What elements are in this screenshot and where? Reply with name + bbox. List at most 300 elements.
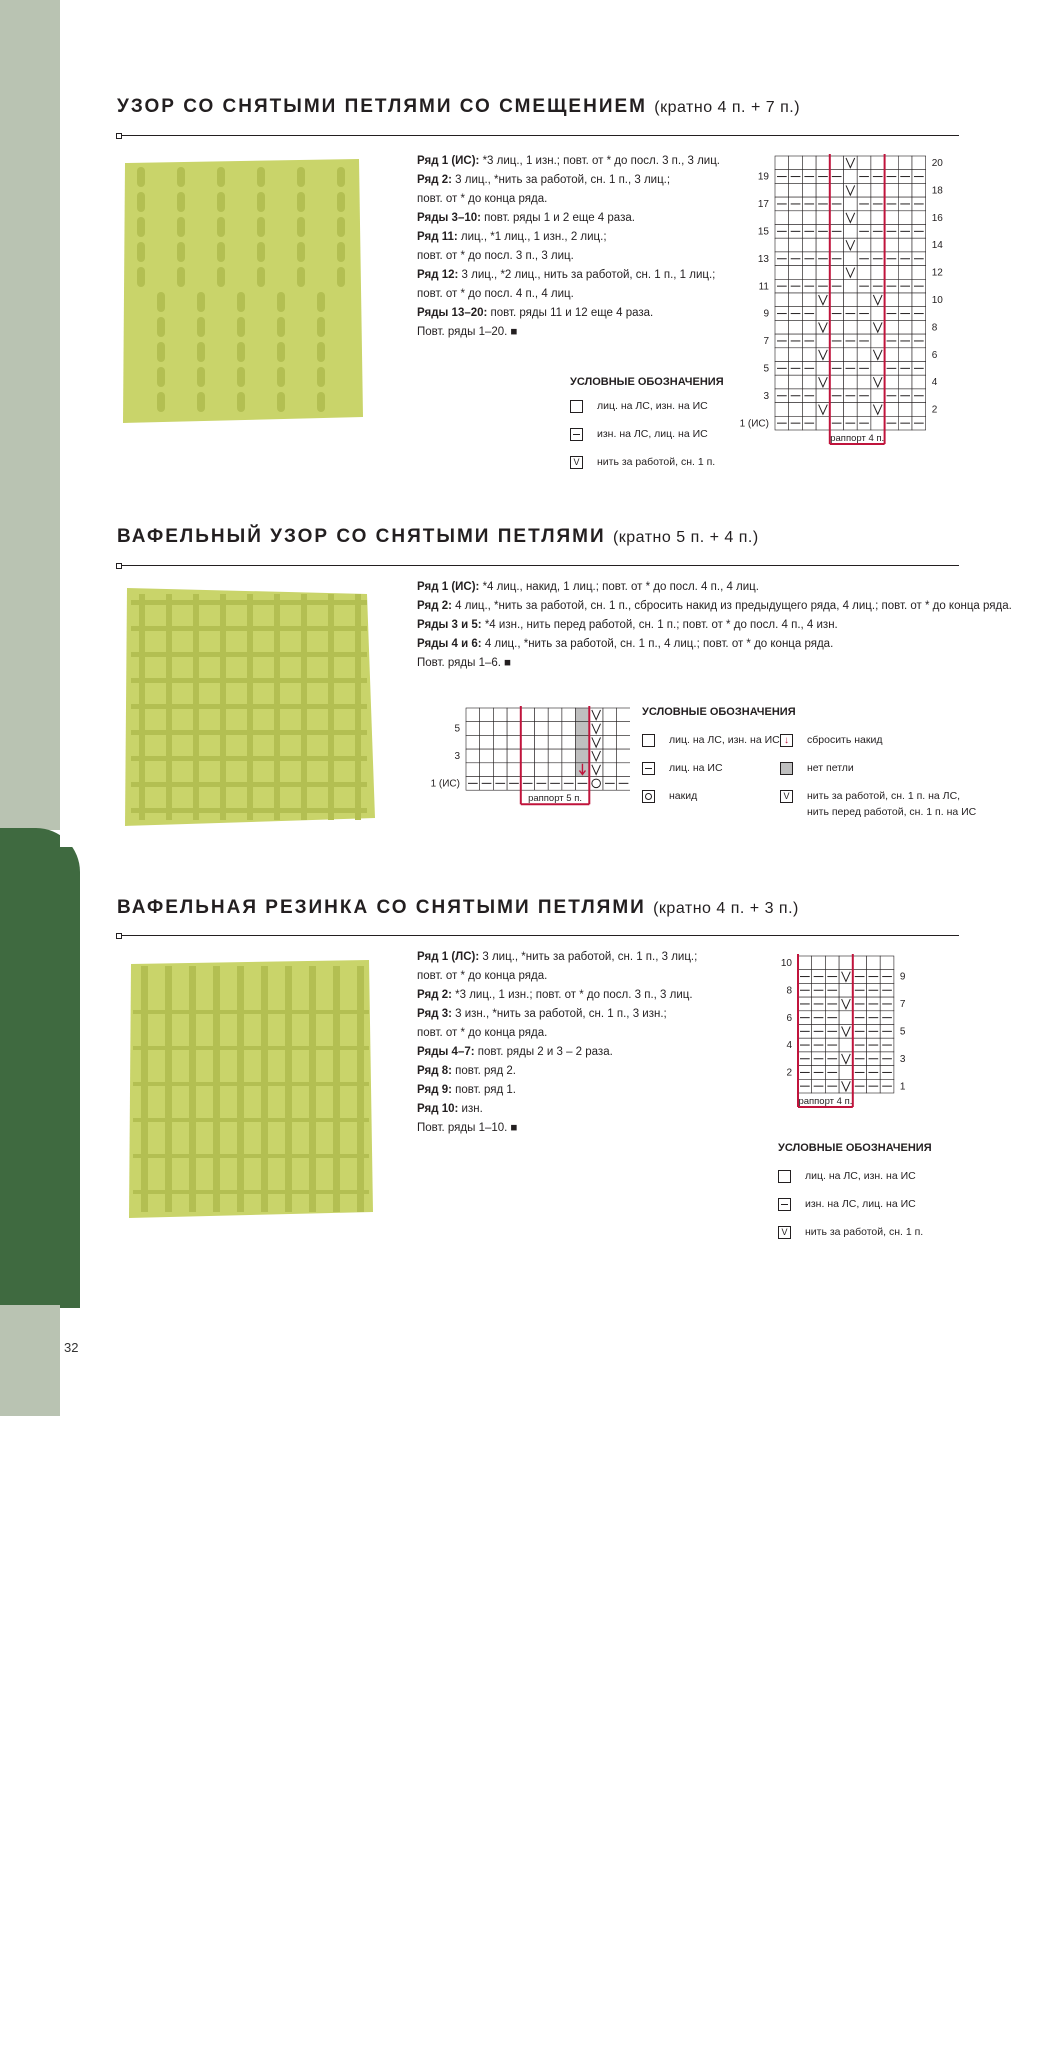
instruction-line [417, 1005, 697, 1024]
instruction-text: изн. [458, 1103, 483, 1115]
slip-v-icon: V [780, 790, 793, 803]
instruction-text: Повт. ряды 1–20. ■ [417, 326, 518, 338]
chart-cell [816, 334, 830, 348]
knit-rib-texture [220, 594, 226, 820]
row-number-left: 1 (ИС) [430, 778, 460, 790]
knit-rib-texture [297, 217, 305, 237]
row-number-left: 8 [786, 985, 792, 997]
chart-cell [562, 722, 576, 736]
legend-item [642, 762, 723, 775]
chart-cell [562, 708, 576, 722]
chart-cell [871, 238, 885, 252]
legend-text: накид [669, 790, 698, 802]
instruction-line [417, 967, 697, 986]
chart-cell [798, 956, 812, 970]
chart-cell [816, 156, 830, 170]
section-multiple: (кратно 5 п. + 4 п.) [612, 529, 759, 546]
chart-cell [576, 708, 590, 722]
knit-rib-texture [139, 594, 145, 820]
chart-cell [789, 403, 803, 417]
instruction-label: Ряды 4 и 6: [417, 638, 482, 650]
knit-rib-texture [197, 317, 205, 337]
instruction-label: Ряд 2: [417, 600, 452, 612]
chart-cell [898, 320, 912, 334]
knit-rib-texture [133, 1118, 369, 1122]
knit-rib-texture [317, 342, 325, 362]
purl-dash-icon [570, 428, 583, 441]
chart-cell [603, 749, 617, 763]
chart-cell [912, 266, 926, 280]
legend-item [642, 734, 780, 747]
chart-cell [871, 334, 885, 348]
knit-rib-texture [257, 217, 265, 237]
knit-rib-texture [189, 966, 196, 1212]
knit-rib-texture [257, 192, 265, 212]
chart-cell [830, 266, 844, 280]
chart-cell [617, 749, 630, 763]
chart-cell [830, 211, 844, 225]
knit-rib-texture [297, 267, 305, 287]
instruction-label: Ряд 10: [417, 1103, 459, 1115]
chart-cell [839, 983, 853, 997]
chart-cell [789, 320, 803, 334]
row-number-right: 12 [931, 267, 943, 279]
row-number-left: 5 [454, 723, 460, 735]
knit-rib-texture [337, 192, 345, 212]
knit-rib-texture [301, 594, 307, 820]
legend-text: лиц. на ЛС, изн. на ИС [669, 734, 780, 746]
chart-cell [466, 722, 480, 736]
section-rule [117, 935, 959, 936]
legend-item [778, 1226, 923, 1239]
knit-rib-texture [197, 342, 205, 362]
knit-rib-texture [217, 192, 225, 212]
chart-cell [912, 156, 926, 170]
sidebar-band-top [0, 0, 60, 830]
legend-item [780, 734, 882, 747]
chart-cell [816, 362, 830, 376]
instruction-text: 3 лиц., *нить за работой, сн. 1 п., 3 лиц.; [451, 174, 671, 186]
rapport-label: раппорт 4 п. [798, 1096, 853, 1107]
chart-cell [844, 348, 858, 362]
chart-cell [839, 1066, 853, 1080]
chart-cell [493, 763, 507, 777]
row-number-right: 4 [931, 377, 938, 389]
chart-cell [521, 763, 535, 777]
chart-cell [775, 266, 789, 280]
section-multiple: (кратно 4 п. + 3 п.) [653, 900, 799, 917]
chart-cell [898, 183, 912, 197]
chart-cell [521, 708, 535, 722]
instruction-line [417, 152, 720, 171]
chart-cell [871, 183, 885, 197]
chart-cell [871, 416, 885, 430]
knit-square-icon [642, 734, 655, 747]
row-number-right: 7 [899, 999, 906, 1011]
chart-cell [480, 708, 494, 722]
chart-cell [816, 183, 830, 197]
knit-rib-texture [285, 966, 292, 1212]
chart-cell [775, 183, 789, 197]
knit-rib-texture [193, 594, 199, 820]
chart-cell [839, 1011, 853, 1025]
instruction-line [417, 228, 720, 247]
instruction-text: повт. от * до конца ряда. [417, 970, 548, 982]
knit-rib-texture [237, 292, 245, 312]
chart-cell [775, 211, 789, 225]
chart-cell [603, 735, 617, 749]
row-number-left: 10 [780, 958, 792, 969]
chart-cell [493, 722, 507, 736]
chart-cell [839, 1038, 853, 1052]
knit-rib-texture [277, 392, 285, 412]
knit-rib-texture [137, 192, 145, 212]
chart-cell [802, 266, 816, 280]
chart-cell [603, 722, 617, 736]
instruction-line [417, 1100, 697, 1119]
instructions [417, 152, 720, 342]
knit-rib-texture [133, 1154, 369, 1158]
chart-cell [885, 403, 899, 417]
knit-rib-texture [277, 292, 285, 312]
chart-cell [789, 293, 803, 307]
purl-dash-icon [642, 762, 655, 775]
knit-rib-texture [133, 1010, 369, 1014]
chart-cell [885, 320, 899, 334]
chart-cell [885, 238, 899, 252]
chart-cell [535, 749, 549, 763]
chart-cell [802, 183, 816, 197]
knit-rib-texture [177, 242, 185, 262]
instruction-text: лиц., *1 лиц., 1 изн., 2 лиц.; [457, 231, 607, 243]
row-number-left: 7 [763, 336, 769, 348]
chart-cell [844, 170, 858, 184]
chart-cell [603, 763, 617, 777]
row-number-right: 3 [899, 1053, 906, 1065]
knit-rib-texture [309, 966, 316, 1212]
instruction-line [417, 304, 720, 323]
chart-cell [493, 735, 507, 749]
chart-cell [507, 749, 521, 763]
chart-cell [871, 362, 885, 376]
knit-rib-texture [317, 317, 325, 337]
chart-cell [521, 722, 535, 736]
legend-item [778, 1198, 916, 1211]
page-number: 32 [64, 1340, 79, 1355]
chart-cell [857, 293, 871, 307]
chart-cell [775, 403, 789, 417]
chart-cell [507, 722, 521, 736]
knit-rib-texture [261, 966, 268, 1212]
instruction-label: Ряд 1 (ИС): [417, 581, 480, 593]
instruction-text: *3 лиц., 1 изн.; повт. от * до посл. 3 п., 3 лиц. [451, 989, 693, 1001]
chart-cell [589, 777, 603, 791]
instruction-text: Повт. ряды 1–6. ■ [417, 657, 512, 669]
instruction-label: Ряд 9: [417, 1084, 452, 1096]
chart-cell [912, 348, 926, 362]
chart-cell [816, 238, 830, 252]
instruction-text: повт. от * до конца ряда. [417, 1027, 548, 1039]
legend-text: нить перед работой, сн. 1 п. на ИС [807, 806, 977, 818]
chart-cell [802, 293, 816, 307]
chart-cell [480, 749, 494, 763]
knit-rib-texture [277, 367, 285, 387]
rapport-label: раппорт 4 п. [830, 433, 885, 444]
instruction-line [417, 1043, 697, 1062]
chart-cell [857, 375, 871, 389]
knit-rib-texture [157, 342, 165, 362]
chart-cell [830, 403, 844, 417]
chart-cell [789, 183, 803, 197]
row-number-left: 19 [757, 171, 769, 183]
chart-cell [548, 763, 562, 777]
chart-cell [898, 293, 912, 307]
row-number-right: 8 [931, 322, 938, 334]
row-number-left: 9 [763, 308, 769, 320]
instruction-text: 4 лиц., *нить за работой, сн. 1 п., сбросить накид из предыдущего ряда, 4 лиц.; повт. от * до конца ряда. [451, 600, 1012, 612]
chart-cell [844, 320, 858, 334]
chart-cell [844, 375, 858, 389]
instructions [417, 948, 697, 1138]
instruction-line [417, 1024, 697, 1043]
instruction-text: повт. ряд 1. [451, 1084, 517, 1096]
section-title-text: ВАФЕЛЬНАЯ РЕЗИНКА СО СНЯТЫМИ ПЕТЛЯМИ [117, 897, 646, 918]
swatch-photo [117, 950, 382, 1230]
legend-text: лиц. на ИС [669, 762, 723, 774]
knit-rib-texture [277, 342, 285, 362]
instruction-line [417, 1081, 697, 1100]
knit-rib-texture [257, 267, 265, 287]
instruction-line [417, 597, 1012, 616]
chart-cell [535, 708, 549, 722]
chart-cell [857, 320, 871, 334]
chart-cell [548, 708, 562, 722]
knitting-chart [720, 150, 960, 460]
chart-cell [857, 403, 871, 417]
chart-cell [812, 956, 826, 970]
purl-dash-icon [778, 1198, 791, 1211]
knit-rib-texture [137, 267, 145, 287]
knit-square-icon [570, 400, 583, 413]
chart-cell [912, 293, 926, 307]
chart-cell [898, 238, 912, 252]
instructions [417, 578, 1012, 673]
knit-rib-texture [157, 317, 165, 337]
chart-cell [789, 156, 803, 170]
row-number-right: 5 [899, 1026, 906, 1038]
chart-cell [603, 708, 617, 722]
chart-cell [871, 211, 885, 225]
knit-rib-texture [177, 267, 185, 287]
chart-cell [844, 403, 858, 417]
chart-cell [844, 252, 858, 266]
chart-cell [885, 156, 899, 170]
chart-cell [802, 403, 816, 417]
chart-cell [857, 238, 871, 252]
instruction-label: Ряд 1 (ИС): [417, 155, 480, 167]
chart-cell [885, 211, 899, 225]
chart-cell [507, 708, 521, 722]
instruction-label: Ряд 3: [417, 1008, 452, 1020]
chart-cell [885, 266, 899, 280]
knitting-chart [760, 950, 930, 1120]
chart-cell [521, 749, 535, 763]
instruction-text: 3 изн., *нить за работой, сн. 1 п., 3 изн.; [451, 1008, 667, 1020]
knit-rib-texture [165, 966, 172, 1212]
chart-cell [802, 211, 816, 225]
row-number-left: 17 [757, 199, 769, 211]
chart-cell [912, 375, 926, 389]
chart-cell [480, 722, 494, 736]
chart-cell [844, 197, 858, 211]
chart-cell [789, 238, 803, 252]
chart-cell [789, 211, 803, 225]
chart-cell [802, 320, 816, 334]
instruction-label: Ряд 8: [417, 1065, 452, 1077]
knit-rib-texture [297, 167, 305, 187]
chart-cell [871, 266, 885, 280]
instruction-line [417, 1119, 697, 1138]
instruction-line [417, 323, 720, 342]
chart-cell [871, 156, 885, 170]
legend-title: УСЛОВНЫЕ ОБОЗНАЧЕНИЯ [642, 706, 796, 718]
slip-v-icon: V [570, 456, 583, 469]
row-number-right: 20 [931, 158, 943, 169]
chart-cell [898, 156, 912, 170]
knit-rib-texture [247, 594, 253, 820]
section-rule [117, 565, 959, 566]
chart-cell [466, 708, 480, 722]
instruction-line [417, 616, 1012, 635]
instruction-label: Ряды 3–10: [417, 212, 481, 224]
legend-item [642, 790, 697, 803]
chart-cell [830, 375, 844, 389]
chart-cell [830, 156, 844, 170]
row-number-left: 1 (ИС) [739, 418, 769, 430]
instruction-text: повт. от * до конца ряда. [417, 193, 548, 205]
chart-cell [789, 266, 803, 280]
chart-cell [885, 293, 899, 307]
chart-cell [466, 763, 480, 777]
chart-cell [857, 156, 871, 170]
knit-rib-texture [177, 192, 185, 212]
knit-rib-texture [337, 217, 345, 237]
row-number-right: 18 [931, 185, 943, 197]
knit-rib-texture [133, 1082, 369, 1086]
row-number-left: 4 [786, 1040, 792, 1052]
chart-cell [857, 266, 871, 280]
knit-rib-texture [166, 594, 172, 820]
row-number-left: 3 [763, 390, 769, 402]
instruction-line [417, 948, 697, 967]
knit-rib-texture [328, 594, 334, 820]
chart-cell [898, 211, 912, 225]
row-number-right: 14 [931, 240, 943, 252]
legend-text: лиц. на ЛС, изн. на ИС [805, 1170, 916, 1182]
section-rule [117, 135, 959, 136]
knit-rib-texture [141, 966, 148, 1212]
knit-rib-texture [137, 167, 145, 187]
knit-rib-texture [277, 317, 285, 337]
chart-cell [789, 375, 803, 389]
chart-cell [830, 348, 844, 362]
chart-cell [775, 156, 789, 170]
chart-cell [775, 375, 789, 389]
chart-cell [535, 763, 549, 777]
legend-title: УСЛОВНЫЕ ОБОЗНАЧЕНИЯ [778, 1142, 932, 1154]
instruction-label: Ряды 3 и 5: [417, 619, 482, 631]
chart-cell [912, 238, 926, 252]
instruction-line [417, 986, 697, 1005]
instruction-line [417, 654, 1012, 673]
chart-cell [466, 749, 480, 763]
legend-text: нить за работой, сн. 1 п. на ЛС, [807, 790, 961, 802]
chart-cell [844, 293, 858, 307]
chart-cell [816, 211, 830, 225]
row-number-left: 11 [758, 281, 769, 293]
knit-rib-texture [197, 367, 205, 387]
chart-cell [816, 266, 830, 280]
chart-cell [617, 763, 630, 777]
instruction-line [417, 209, 720, 228]
knit-rib-texture [355, 594, 361, 820]
instruction-label: Ряд 2: [417, 174, 452, 186]
instruction-line [417, 247, 720, 266]
knit-rib-texture [317, 292, 325, 312]
row-number-left: 13 [757, 253, 769, 265]
knit-rib-texture [237, 392, 245, 412]
knit-rib-texture [213, 966, 220, 1212]
chart-cell [885, 375, 899, 389]
chart-cell [617, 722, 630, 736]
row-number-right: 2 [931, 404, 938, 416]
legend-item [807, 806, 976, 818]
legend-item [570, 428, 708, 441]
knit-rib-texture [137, 242, 145, 262]
knit-rib-texture [133, 1190, 369, 1194]
chart-cell [535, 735, 549, 749]
knit-rib-texture [317, 367, 325, 387]
knit-rib-texture [133, 1046, 369, 1050]
chart-cell [507, 763, 521, 777]
chart-cell [562, 763, 576, 777]
knit-rib-texture [157, 292, 165, 312]
chart-cell [576, 749, 590, 763]
instruction-line [417, 190, 720, 209]
chapter-title: ГЛАВА 1 • ЛИЦЕВЫЕ И ИЗНАНОЧНЫЕ [8, 1724, 25, 2068]
chart-cell [493, 749, 507, 763]
instruction-text: *4 изн., нить перед работой, сн. 1 п.; повт. от * до посл. 4 п., 4 изн. [481, 619, 838, 631]
swatch-photo [117, 580, 382, 840]
chart-cell [898, 375, 912, 389]
section-title-text: УЗОР СО СНЯТЫМИ ПЕТЛЯМИ СО СМЕЩЕНИЕМ [117, 96, 647, 117]
knit-square-icon [778, 1170, 791, 1183]
chart-cell [802, 156, 816, 170]
knit-rib-texture [137, 217, 145, 237]
chart-cell [816, 416, 830, 430]
chart-cell [885, 348, 899, 362]
knit-rib-texture [237, 317, 245, 337]
knit-rib-texture [337, 267, 345, 287]
instruction-text: 4 лиц., *нить за работой, сн. 1 п., 4 лиц.; повт. от * до конца ряда. [481, 638, 834, 650]
section-multiple: (кратно 4 п. + 7 п.) [654, 99, 801, 116]
instruction-label: Ряд 1 (ЛС): [417, 951, 480, 963]
chart-cell [885, 183, 899, 197]
instruction-text: повт. ряды 1 и 2 еще 4 раза. [480, 212, 635, 224]
legend-text: нет петли [807, 762, 854, 774]
knitting-chart [410, 700, 630, 820]
chart-cell [898, 403, 912, 417]
